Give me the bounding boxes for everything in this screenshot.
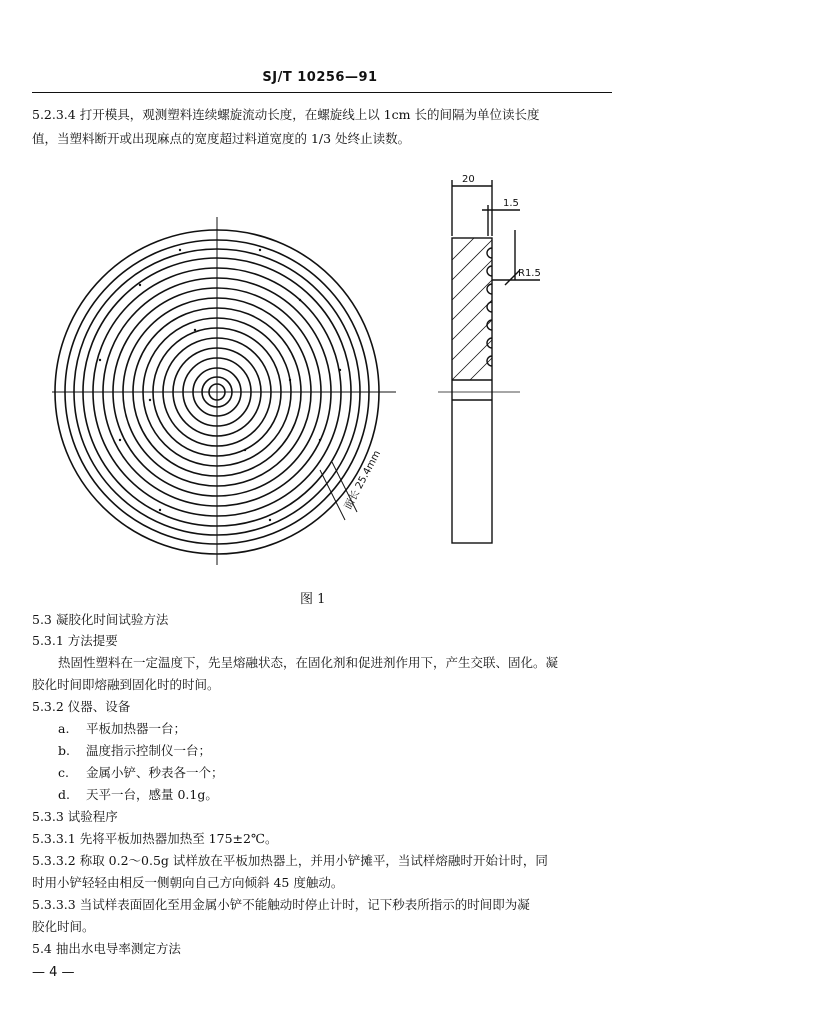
item-text: 平板加热器一台； (86, 721, 187, 736)
section-5-2-3-4-line2: 值，当塑料断开或出现麻点的宽度超过料道宽度的 1/3 处终止读数。 (32, 131, 411, 146)
item-label: d. (58, 787, 70, 802)
section-5-3-3-1: 5.3.3.1 先将平板加热器加热至 175±2℃。 (32, 831, 278, 846)
dim-20: 20 (462, 174, 475, 185)
equipment-item-a (58, 719, 186, 739)
slot-length-label: 面长 25.4mm (342, 448, 384, 512)
section-5-3-3-3-line1: 5.3.3.3 当试样表面固化至用金属小铲不能触动时停止计时，记下秒表所指示的时间即为凝 (32, 897, 530, 912)
item-text: 天平一台，感量 0.1g。 (86, 787, 218, 802)
cross-section (438, 180, 540, 543)
equipment-item-d (58, 785, 218, 805)
section-5-3-3-2-line1: 5.3.3.2 称取 0.2～0.5g 试样放在平板加热器上，并用小铲摊平，当试样熔融时开始计时，同 (32, 853, 548, 868)
section-5-3-1-body-line2: 胶化时间即熔融到固化时的时间。 (32, 677, 220, 692)
section-5-3-1-title: 5.3.1 方法提要 (32, 633, 118, 648)
page-number: — 4 — (32, 965, 75, 980)
standard-number: SJ/T 10256—91 (262, 70, 378, 85)
item-label: a. (58, 721, 70, 736)
section-5-3-1-body-line1: 热固性塑料在一定温度下，先呈熔融状态，在固化剂和促进剂作用下，产生交联、固化。凝 (58, 655, 559, 670)
section-5-3-title: 5.3 凝胶化时间试验方法 (32, 612, 169, 627)
equipment-item-c (58, 763, 224, 783)
section-5-3-3-title: 5.3.3 试验程序 (32, 809, 118, 824)
dim-r1-5: R1.5 (518, 268, 541, 279)
dim-1-5: 1.5 (503, 198, 519, 209)
section-5-2-3-4-line1: 5.2.3.4 打开模具，观测塑料连续螺旋流动长度，在螺旋线上以 1cm 长的间隔为单位读长度 (32, 107, 540, 122)
item-label: c. (58, 765, 69, 780)
section-5-4-title: 5.4 抽出水电导率测定方法 (32, 941, 181, 956)
section-5-3-3-3-line2: 胶化时间。 (32, 919, 95, 934)
item-text: 金属小铲、秒表各一个； (86, 765, 224, 780)
item-label: b. (58, 743, 70, 758)
figure-caption: 图 1 (300, 592, 326, 607)
equipment-item-b (58, 741, 211, 761)
section-5-3-2-title: 5.3.2 仪器、设备 (32, 699, 131, 714)
item-text: 温度指示控制仪一台； (86, 743, 212, 758)
section-5-3-3-2-line2: 时用小铲轻轻由相反一侧朝向自己方向倾斜 45 度触动。 (32, 875, 344, 890)
